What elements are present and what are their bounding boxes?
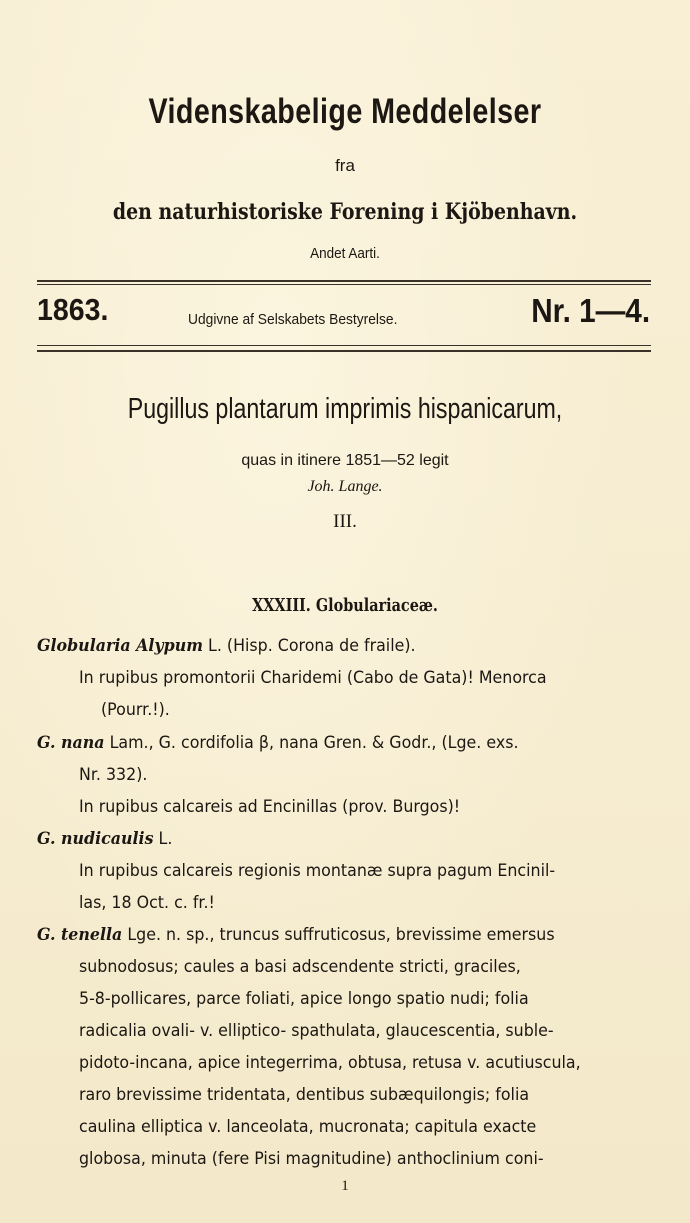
article-subtitle: quas in itinere 1851—52 legit bbox=[241, 452, 449, 469]
article-author: Joh. Lange. bbox=[307, 478, 383, 495]
publisher-line: Udgivne af Selskabets Bestyrelse. bbox=[188, 311, 398, 328]
entry-heading bbox=[37, 925, 555, 944]
journal-fra: fra bbox=[335, 156, 355, 175]
entry-text-line: las, 18 Oct. c. fr.! bbox=[79, 893, 215, 912]
text-line: In rupibus promontorii Charidemi (Cabo de Gata)! Menorca bbox=[79, 668, 547, 687]
entry-text-line: subnodosus; caules a basi adscendente stricti, graciles, bbox=[79, 957, 521, 976]
page-number: 1 bbox=[341, 1178, 349, 1194]
series-label: Andet Aarti. bbox=[310, 245, 380, 262]
volume-year: 1863. bbox=[37, 292, 109, 327]
entry-text-line: radicalia ovali- v. elliptico- spathulata, glaucescentia, suble- bbox=[79, 1021, 554, 1040]
species-name: Globularia Alypum bbox=[37, 636, 203, 655]
article-part: III. bbox=[333, 511, 357, 532]
entry-text-line: In rupibus calcareis ad Encinillas (prov. Burgos)! bbox=[79, 797, 461, 816]
issue-number: Nr. 1—4. bbox=[531, 292, 650, 329]
species-name: G. nudicaulis bbox=[37, 829, 154, 848]
header-rule-bottom-thin bbox=[37, 345, 651, 346]
entry-text-line: In rupibus calcareis regionis montanæ supra pagum Encinil- bbox=[79, 861, 556, 880]
entry-text-line: (Pourr.!). bbox=[101, 700, 170, 719]
entry-text-line: globosa, minuta (fere Pisi magnitudine) anthoclinium coni- bbox=[79, 1149, 544, 1168]
family-heading bbox=[69, 595, 621, 616]
entry-authority: L. bbox=[153, 829, 173, 848]
entry-text-line bbox=[79, 668, 645, 687]
society-name: den naturhistoriske Forening i Kjöbenhavn. bbox=[112, 199, 578, 225]
entry-text-line: raro brevissime tridentata, dentibus subæquilongis; folia bbox=[79, 1085, 530, 1104]
species-name: G. tenella bbox=[37, 925, 123, 944]
entry-text-line: pidoto-incana, apice integerrima, obtusa, retusa v. acutiuscula, bbox=[79, 1053, 581, 1072]
entry-authority: L. (Hisp. Corona de fraile). bbox=[202, 636, 416, 655]
entry-text-line: 5-8-pollicares, parce foliati, apice longo spatio nudi; folia bbox=[79, 989, 529, 1008]
entry-authority: Lam., G. cordifolia β, nana Gren. & Godr., (Lge. exs. bbox=[104, 733, 519, 752]
entry-text-line: Nr. 332). bbox=[79, 765, 148, 784]
header-rule-bottom bbox=[37, 350, 651, 352]
family-name: Globulariaceæ. bbox=[315, 595, 438, 616]
entry-heading bbox=[37, 733, 518, 752]
entry-heading bbox=[37, 636, 416, 655]
family-number: XXXIII. bbox=[252, 595, 311, 616]
entry-heading bbox=[37, 829, 172, 848]
species-name: G. nana bbox=[37, 733, 105, 752]
journal-title: Videnskabelige Meddelelser bbox=[148, 92, 542, 131]
entry-authority: Lge. n. sp., truncus suffruticosus, brevissime emersus bbox=[122, 925, 555, 944]
header-rule-top-thin bbox=[37, 284, 651, 285]
header-rule-top bbox=[37, 280, 651, 282]
entry-text-line: caulina elliptica v. lanceolata, mucronata; capitula exacte bbox=[79, 1117, 537, 1136]
article-title: Pugillus plantarum imprimis hispanicarum, bbox=[127, 393, 563, 425]
